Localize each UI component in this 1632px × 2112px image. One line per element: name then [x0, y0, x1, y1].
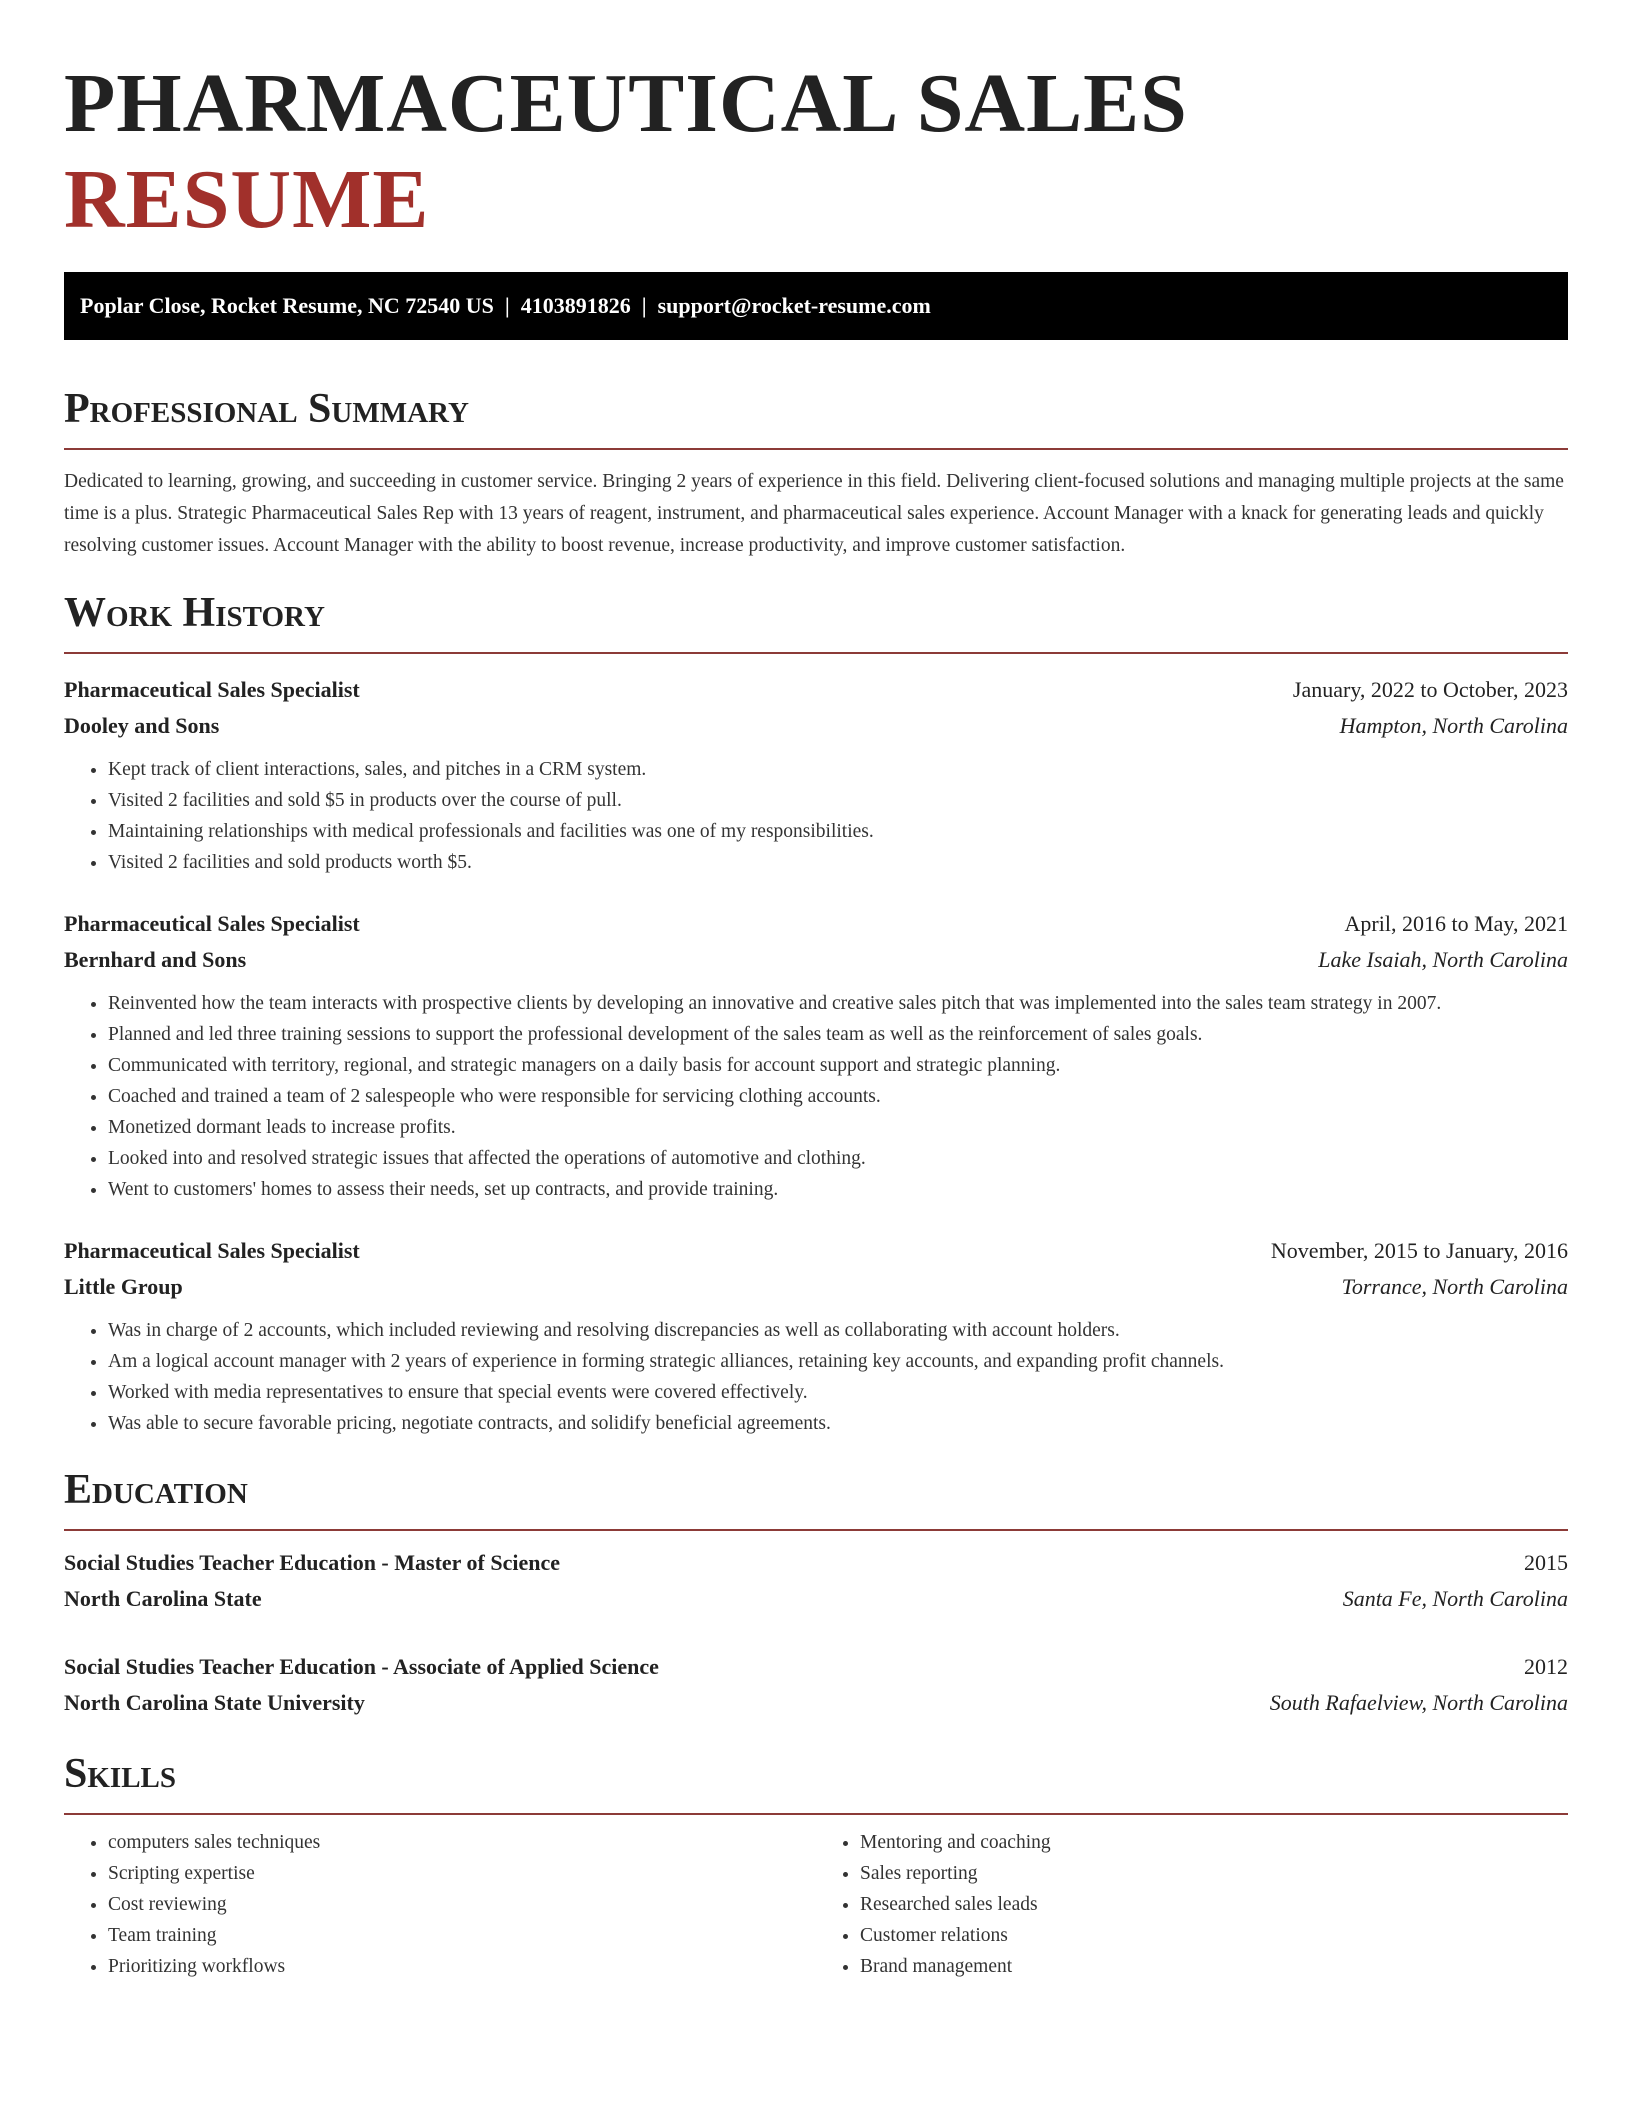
job-entry	[64, 672, 1568, 878]
education-location: South Rafaelview, North Carolina	[1269, 1690, 1568, 1715]
job-bullets	[64, 754, 1568, 878]
job-dates: April, 2016 to May, 2021	[1344, 911, 1568, 936]
section-divider	[64, 1813, 1568, 1815]
skill-item: • Cost reviewing	[108, 1889, 816, 1920]
title-accent: RESUME	[64, 153, 430, 246]
section-divider	[64, 448, 1568, 450]
job-header-row	[64, 906, 1568, 942]
job-bullet: • Am a logical account manager with 2 years of experience in forming strategic alliances, retaining key accounts, and expanding profit channels.	[108, 1346, 1568, 1377]
education-entry	[64, 1649, 1568, 1721]
education-header-row	[64, 1649, 1568, 1685]
title-main: PHARMACEUTICAL SALES	[64, 57, 1188, 150]
education-location: Santa Fe, North Carolina	[1342, 1586, 1568, 1611]
education-school: North Carolina State University	[64, 1690, 365, 1715]
summary-text: Dedicated to learning, growing, and succeeding in customer service. Bringing 2 years of experience in this field. Delivering client-focused solutions and managing multiple projects at the same time is a plus. Strategic Pharmaceutical Sales Rep with 13 years of reagent, instrument, and pharmaceutical sales experience. Account Manager with a knack for generating leads and quickly resolving customer issues. Account Manager with the ability to boost revenue, increase productivity, and improve customer satisfaction.	[64, 471, 1564, 556]
education-section	[64, 1465, 1568, 1721]
education-year: 2015	[1524, 1550, 1568, 1575]
job-bullet: • Planned and led three training sessions to support the professional development of the sales team as well as the reinforcement of sales goals.	[108, 1019, 1568, 1050]
contact-phone: 4103891826	[520, 293, 631, 318]
skills-heading: Skills	[64, 1751, 177, 1797]
skill-item: • Scripting expertise	[108, 1858, 816, 1889]
education-school-row	[64, 1685, 1568, 1721]
job-bullet: • Went to customers' homes to assess their needs, set up contracts, and provide training.	[108, 1174, 1568, 1205]
education-degree: Social Studies Teacher Education - Associate of Applied Science	[64, 1654, 659, 1679]
job-header-row	[64, 1233, 1568, 1269]
job-company-row	[64, 708, 1568, 744]
contact-email: support@rocket-resume.com	[657, 293, 931, 318]
summary-heading: Professional Summary	[64, 386, 469, 432]
education-entry	[64, 1545, 1568, 1617]
job-bullet: • Communicated with territory, regional, and strategic managers on a daily basis for account support and strategic planning.	[108, 1050, 1568, 1081]
skill-item: • Prioritizing workflows	[108, 1951, 816, 1982]
job-company: Little Group	[64, 1274, 183, 1299]
skills-grid	[64, 1827, 1568, 1982]
job-entry	[64, 906, 1568, 1205]
work-history-section	[64, 588, 1568, 1439]
job-company-row	[64, 1269, 1568, 1305]
resume-title	[64, 56, 1568, 248]
job-dates: November, 2015 to January, 2016	[1270, 1238, 1568, 1263]
skill-item: • Team training	[108, 1920, 816, 1951]
contact-address: Poplar Close, Rocket Resume, NC 72540 US	[80, 293, 494, 318]
contact-separator: |	[493, 293, 521, 318]
job-dates: January, 2022 to October, 2023	[1292, 677, 1568, 702]
job-bullets	[64, 988, 1568, 1205]
job-bullet: • Worked with media representatives to ensure that special events were covered effectively.	[108, 1377, 1568, 1408]
job-title: Pharmaceutical Sales Specialist	[64, 911, 360, 936]
job-title: Pharmaceutical Sales Specialist	[64, 677, 360, 702]
education-heading: Education	[64, 1467, 248, 1513]
job-entry	[64, 1233, 1568, 1439]
job-location: Torrance, North Carolina	[1341, 1274, 1568, 1299]
summary-section	[64, 384, 1568, 562]
job-location: Hampton, North Carolina	[1339, 713, 1568, 738]
job-location: Lake Isaiah, North Carolina	[1318, 947, 1568, 972]
education-header-row	[64, 1545, 1568, 1581]
skill-item: • Sales reporting	[860, 1858, 1568, 1889]
section-divider	[64, 1529, 1568, 1531]
job-bullet: • Visited 2 facilities and sold products worth $5.	[108, 847, 1568, 878]
skill-item: • Brand management	[860, 1951, 1568, 1982]
job-bullet: • Maintaining relationships with medical professionals and facilities was one of my responsibilities.	[108, 816, 1568, 847]
job-bullet: • Was able to secure favorable pricing, negotiate contracts, and solidify beneficial agreements.	[108, 1408, 1568, 1439]
skills-list-right	[816, 1827, 1568, 1982]
skill-item: • Customer relations	[860, 1920, 1568, 1951]
job-title: Pharmaceutical Sales Specialist	[64, 1238, 360, 1263]
contact-separator: |	[630, 293, 658, 318]
job-bullet: • Monetized dormant leads to increase profits.	[108, 1112, 1568, 1143]
contact-bar	[64, 272, 1568, 340]
job-bullet: • Was in charge of 2 accounts, which included reviewing and resolving discrepancies as well as collaborating with account holders.	[108, 1315, 1568, 1346]
job-bullet: • Kept track of client interactions, sales, and pitches in a CRM system.	[108, 754, 1568, 785]
work-history-heading: Work History	[64, 590, 325, 636]
job-company: Bernhard and Sons	[64, 947, 247, 972]
job-company: Dooley and Sons	[64, 713, 220, 738]
skill-item: • Mentoring and coaching	[860, 1827, 1568, 1858]
skill-item: • Researched sales leads	[860, 1889, 1568, 1920]
education-school-row	[64, 1581, 1568, 1617]
skill-item: • computers sales techniques	[108, 1827, 816, 1858]
job-bullet: • Reinvented how the team interacts with prospective clients by developing an innovative and creative sales pitch that was implemented into the sales team strategy in 2007.	[108, 988, 1568, 1019]
education-school: North Carolina State	[64, 1586, 262, 1611]
job-company-row	[64, 942, 1568, 978]
job-bullet: • Looked into and resolved strategic issues that affected the operations of automotive and clothing.	[108, 1143, 1568, 1174]
job-bullets	[64, 1315, 1568, 1439]
job-bullet: • Visited 2 facilities and sold $5 in products over the course of pull.	[108, 785, 1568, 816]
job-bullet: • Coached and trained a team of 2 salespeople who were responsible for servicing clothing accounts.	[108, 1081, 1568, 1112]
section-divider	[64, 652, 1568, 654]
skills-list-left	[64, 1827, 816, 1982]
skills-section	[64, 1749, 1568, 1982]
education-year: 2012	[1524, 1654, 1568, 1679]
education-degree: Social Studies Teacher Education - Master of Science	[64, 1550, 561, 1575]
job-header-row	[64, 672, 1568, 708]
